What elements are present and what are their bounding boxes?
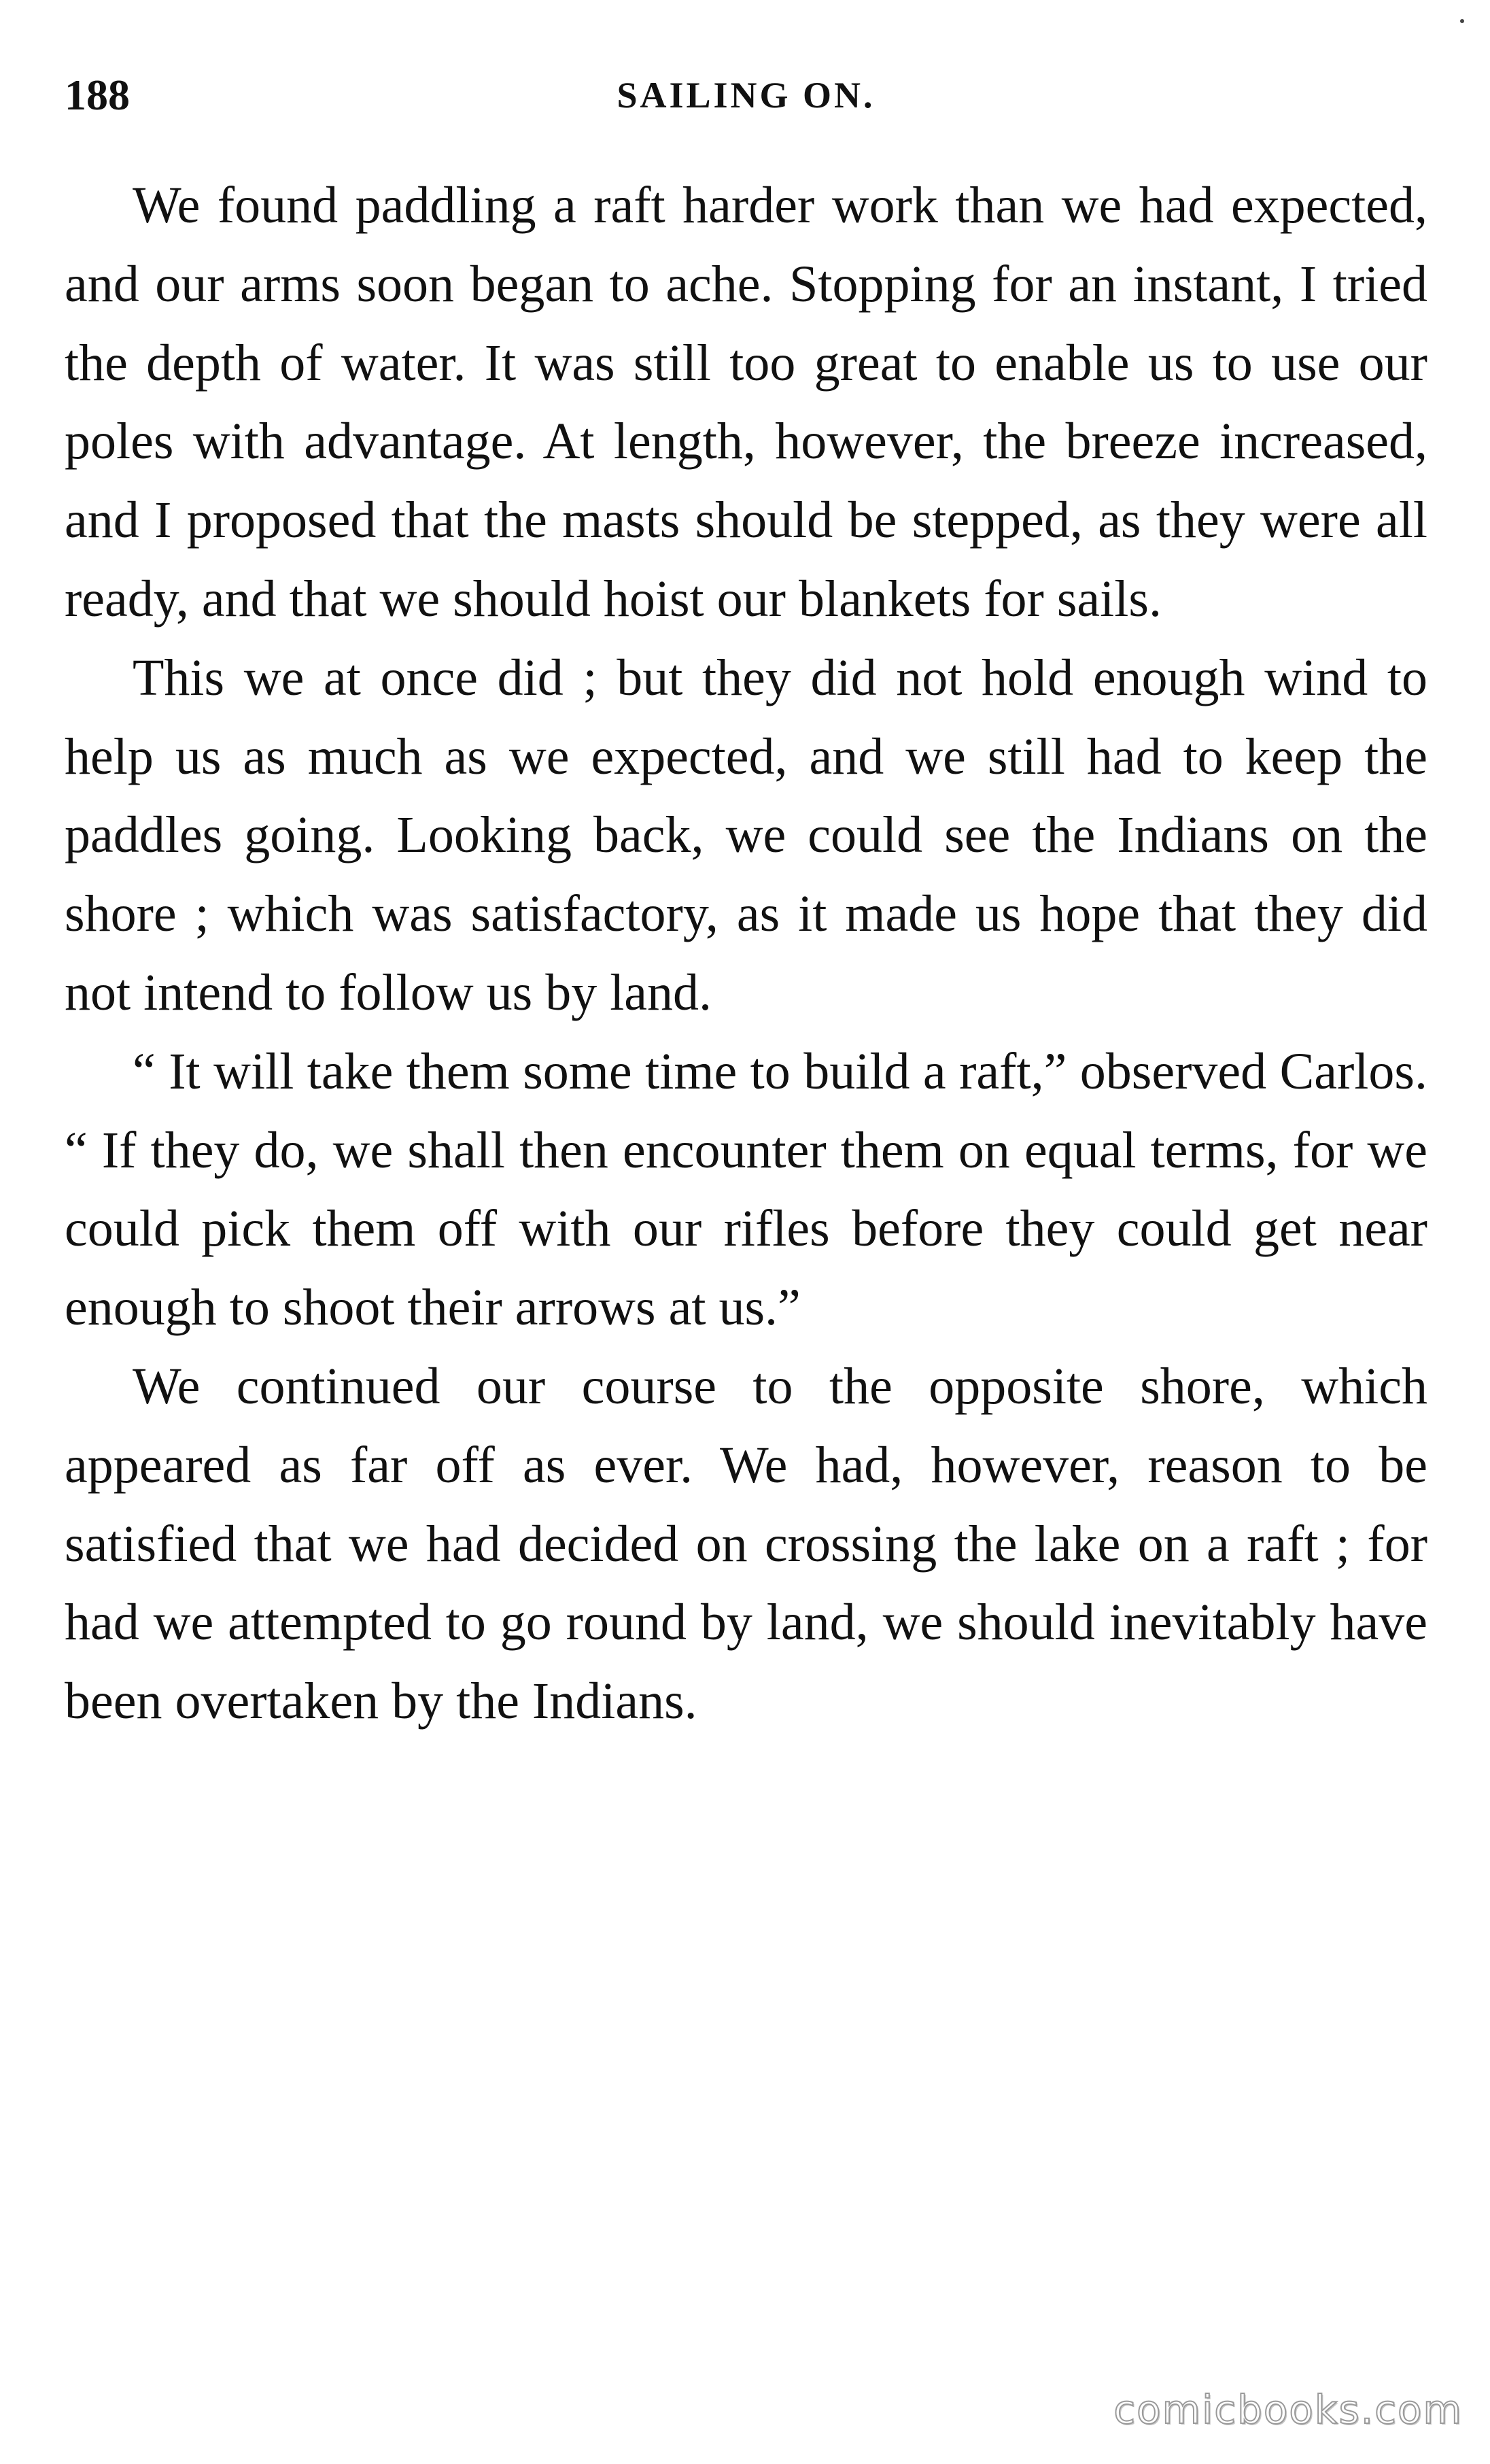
- running-head: SAILING ON.: [617, 75, 876, 116]
- page-number: 188: [65, 71, 130, 119]
- watermark-logo: comicbooks.com: [1113, 2386, 1463, 2433]
- paragraph-1: We found paddling a raft harder work than we had expected, and our arms soon began to ache. Stopping for an instant, I tried the depth of water. It was still too great to enable us to use our poles with advantage. At length, however, the breeze increased, and I proposed that the masts should be stepped, as they were all ready, and that we should hoist our blankets for sails.: [65, 177, 1427, 628]
- page-speck: [1460, 19, 1464, 23]
- body-text: [65, 167, 1427, 1741]
- paragraph-4: We continued our course to the opposite shore, which appeared as far off as ever. We had, however, reason to be satisfied that we had decided on crossing the lake on a raft ; for had we attempted to go round by land, we should inevitably have been overtaken by the Indians.: [65, 1357, 1427, 1730]
- page-header: [65, 65, 1427, 126]
- paragraph-3: “ It will take them some time to build a raft,” observed Carlos. “ If they do, we shall then encounter them on equal terms, for we could pick them off with our rifles before they could get near enough to shoot their arrows at us.”: [65, 1042, 1427, 1337]
- paragraph-2: This we at once did ; but they did not hold enough wind to help us as much as we expected, and we still had to keep the paddles going. Looking back, we could see the Indians on the shore ; which was satisfactory, as it made us hope that they did not intend to follow us by land.: [65, 649, 1427, 1021]
